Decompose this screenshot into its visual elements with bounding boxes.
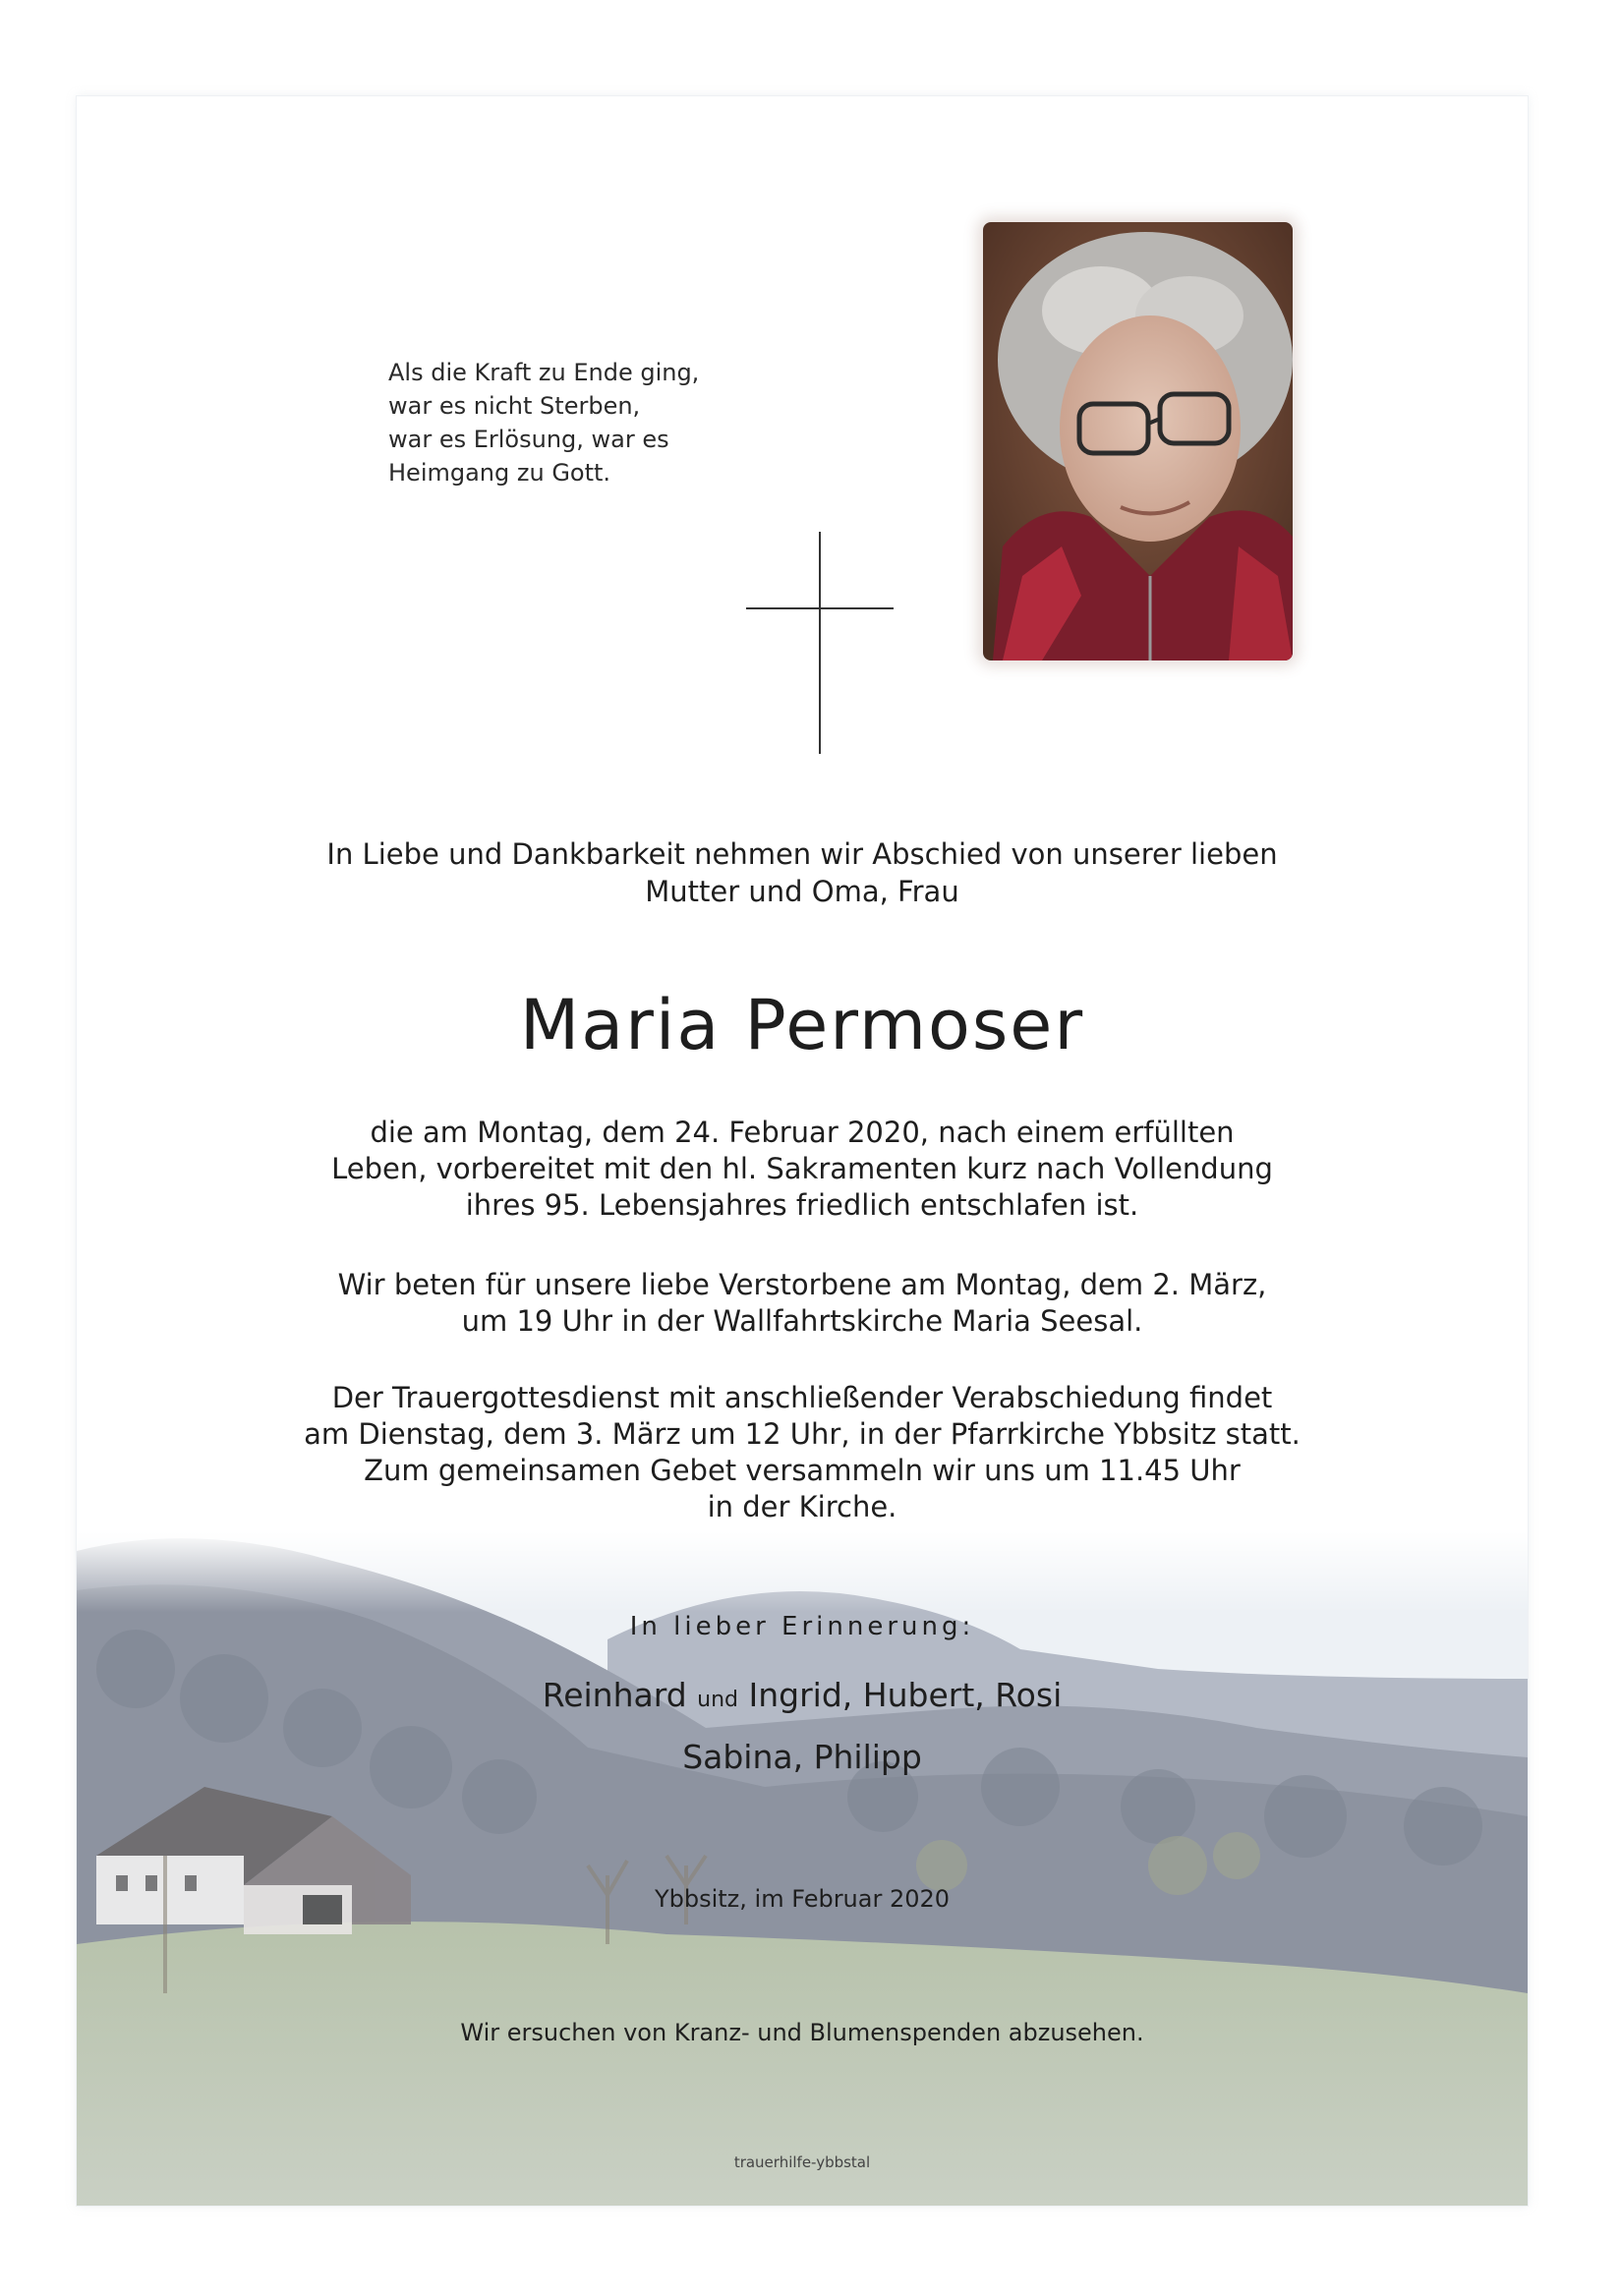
mourners-line: Sabina, Philipp <box>682 1738 922 1776</box>
intro-text <box>77 835 1528 910</box>
place-date: Ybbsitz, im Februar 2020 <box>654 1885 951 1913</box>
details-line: die am Montag, dem 24. Februar 2020, nach einem erfüllten <box>370 1116 1235 1149</box>
death-details <box>77 1115 1528 1224</box>
details-line: ihres 95. Lebensjahres friedlich entschlafen ist. <box>465 1188 1139 1222</box>
intro-line: In Liebe und Dankbarkeit nehmen wir Abschied von unserer lieben <box>326 837 1278 871</box>
quote-line: war es nicht Sterben, <box>388 392 641 420</box>
prayer-line: um 19 Uhr in der Wallfahrtskirche Maria Seesal. <box>461 1304 1143 1338</box>
mourner-names: Ingrid, Hubert, Rosi <box>748 1676 1063 1714</box>
quote-line: Als die Kraft zu Ende ging, <box>388 359 700 386</box>
mourner-name: Reinhard <box>542 1676 687 1714</box>
publisher-credit: trauerhilfe-ybbstal <box>733 2153 871 2171</box>
intro-line: Mutter und Oma, Frau <box>645 875 959 908</box>
deceased-name: Maria Permoser <box>519 985 1085 1065</box>
quote-line: Heimgang zu Gott. <box>388 459 611 487</box>
funeral-line: Der Trauergottesdienst mit anschließender Verabschiedung findet <box>331 1381 1273 1414</box>
details-line: Leben, vorbereitet mit den hl. Sakramenten kurz nach Vollendung <box>331 1152 1273 1185</box>
epigraph-quote <box>388 356 742 489</box>
flower-request: Wir ersuchen von Kranz- und Blumenspenden abzusehen. <box>460 2019 1144 2046</box>
quote-line: war es Erlösung, war es <box>388 426 669 453</box>
prayer-line: Wir beten für unsere liebe Verstorbene am Montag, dem 2. März, <box>337 1268 1267 1301</box>
funeral-line: in der Kirche. <box>707 1490 897 1523</box>
mourners-line <box>77 1667 1528 1729</box>
obituary-page <box>77 96 1528 2206</box>
funeral-line: Zum gemeinsamen Gebet versammeln wir uns um 11.45 Uhr <box>364 1454 1241 1487</box>
conjunction: und <box>697 1688 739 1712</box>
mourners-list <box>77 1667 1528 1786</box>
funeral-info <box>77 1380 1528 1525</box>
funeral-line: am Dienstag, dem 3. März um 12 Uhr, in der Pfarrkirche Ybbsitz statt. <box>304 1417 1301 1451</box>
memory-heading: In lieber Erinnerung: <box>629 1612 975 1641</box>
portrait-photo <box>983 222 1293 660</box>
cross-icon <box>746 532 894 754</box>
prayer-info <box>77 1267 1528 1340</box>
